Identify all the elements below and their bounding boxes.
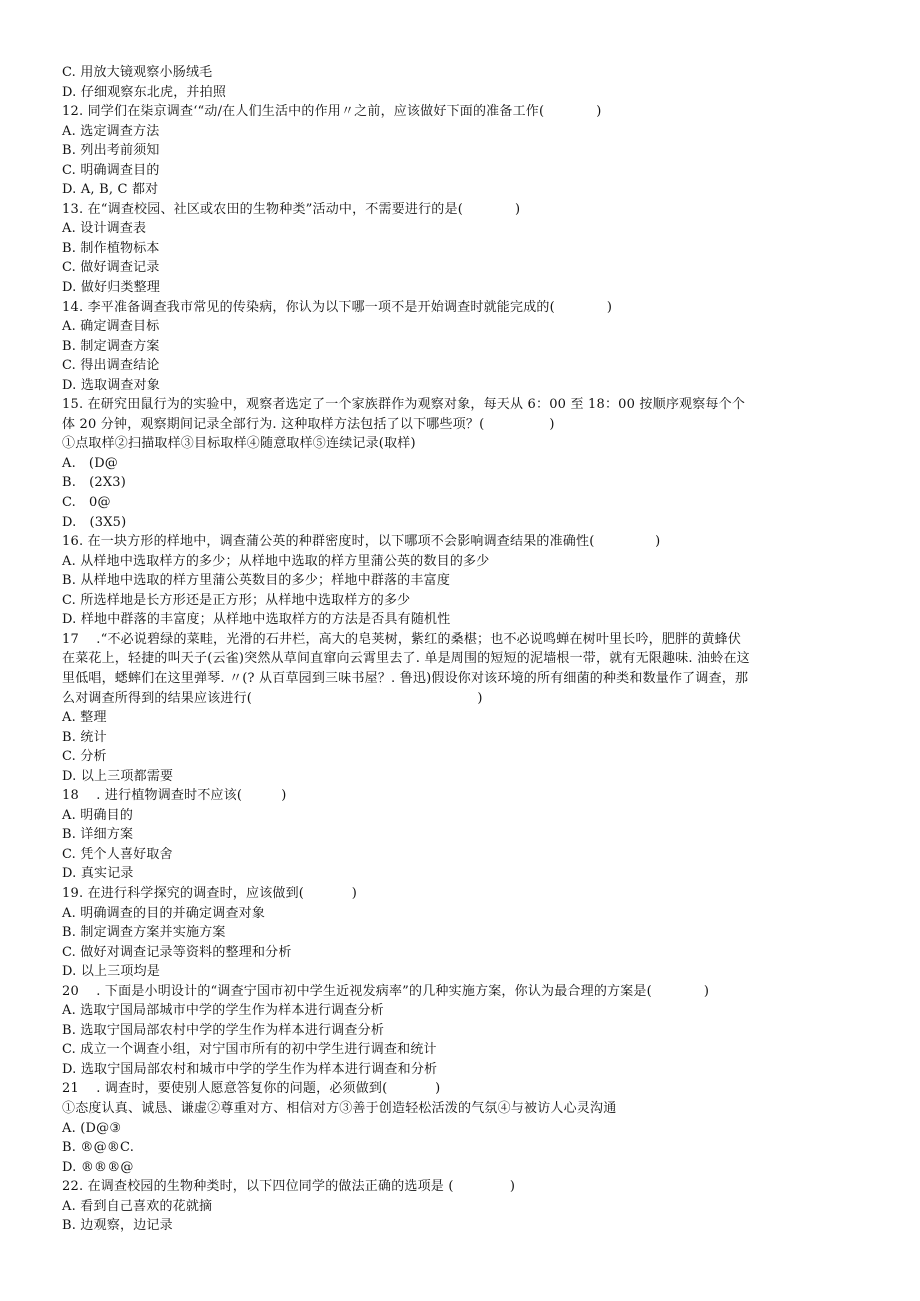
answer-option: B. 选取宁国局部农村中学的学生作为样本进行调查分析 xyxy=(62,1022,385,1038)
question-text-line: 体 20 分钟，观察期间记录全部行为. 这种取样方法包括了以下哪些项？( ) xyxy=(62,416,555,432)
question-text-line: 在菜花上，轻捷的叫天子(云雀)突然从草间直窜向云霄里去了. 单是周围的短短的泥墙根一带，就有无限趣味. 油蛉在这 xyxy=(62,651,750,667)
answer-option: B. ®@®C. xyxy=(62,1140,135,1156)
answer-option: D. (3X5) xyxy=(62,514,127,530)
answer-option: A. (D@ xyxy=(62,455,119,471)
answer-option: C. 做好对调查记录等资料的整理和分析 xyxy=(62,944,292,960)
answer-option: D. 以上三项都需要 xyxy=(62,768,174,784)
question-text-line: 13. 在“调查校园、社区或农田的生物种类”活动中，不需要进行的是( ) xyxy=(62,201,521,217)
question-text-line: 12. 同学们在柒京调查‘“动/在人们生活中的作用〃之前，应该做好下面的准备工作( ) xyxy=(62,104,602,120)
answer-option: B. 边观察，边记录 xyxy=(62,1218,173,1234)
answer-option: B. 制定调查方案并实施方案 xyxy=(62,925,226,941)
question-text-line: 20 . 下面是小明设计的“调查宁国市初中学生近视发病率”的几种实施方案，你认为最合理的方案是( ) xyxy=(62,983,710,999)
answer-option: D. 样地中群落的丰富度；从样地中选取样方的方法是否具有随机性 xyxy=(62,612,451,628)
question-text-line: 19. 在进行科学探究的调查时，应该做到( ) xyxy=(62,885,358,901)
answer-option: B. 统计 xyxy=(62,729,107,745)
answer-option: C. 分析 xyxy=(62,749,107,765)
answer-option: C. 凭个人喜好取舍 xyxy=(62,846,173,862)
answer-option: D. 做好归类整理 xyxy=(62,280,161,296)
question-text-line: ①点取样②扫描取样③目标取样④随意取样⑤连续记录(取样) xyxy=(62,436,416,452)
answer-option: C. 所选样地是长方形还是正方形；从样地中选取样方的多少 xyxy=(62,592,411,608)
answer-option: C. 明确调查目的 xyxy=(62,162,160,178)
answer-option: B. 详细方案 xyxy=(62,827,134,843)
answer-option: A. 选定调查方法 xyxy=(62,123,160,139)
answer-option: A. 从样地中选取样方的多少；从样地中选取的样方里蒲公英的数目的多少 xyxy=(62,553,490,569)
question-text-line: 15. 在研究田鼠行为的实验中，观察者选定了一个家族群作为观察对象，每天从 6：00 至 18：00 按顺序观察每个个 xyxy=(62,397,746,413)
answer-option: A. 明确目的 xyxy=(62,807,134,823)
answer-option: D. 真实记录 xyxy=(62,866,134,882)
answer-option: C. 0@ xyxy=(62,495,111,511)
question-text-line: 么对调查所得到的结果应该进行( ) xyxy=(62,690,483,706)
question-text-line: 14. 李平准备调查我市常见的传染病，你认为以下哪一项不是开始调查时就能完成的( ) xyxy=(62,299,613,315)
answer-option: D. 选取宁国局部农村和城市中学的学生作为样本进行调查和分析 xyxy=(62,1061,438,1077)
answer-option: D. A, B, C 都对 xyxy=(62,182,159,198)
question-text-line: 17 .“不必说碧绿的菜畦，光滑的石井栏，高大的皂荚树，紫红的桑椹；也不必说鸣蝉在树叶里长吟，肥胖的黄蜂伏 xyxy=(62,631,742,647)
answer-option: A. 选取宁国局部城市中学的学生作为样本进行调查分析 xyxy=(62,1003,384,1019)
question-text-line: 21 . 调查时，要使别人愿意答复你的问题，必须做到( ) xyxy=(62,1081,441,1097)
answer-option: B. 从样地中选取的样方里蒲公英数目的多少；样地中群落的丰富度 xyxy=(62,573,451,589)
answer-option: C. 得出调查结论 xyxy=(62,358,160,374)
answer-option: D. 仔细观察东北虎，并拍照 xyxy=(62,84,227,100)
question-text-line: 22. 在调查校园的生物种类时，以下四位同学的做法正确的选项是 ( ) xyxy=(62,1179,516,1195)
answer-option: A. 确定调查目标 xyxy=(62,319,160,335)
answer-option: C. 做好调查记录 xyxy=(62,260,160,276)
answer-option: A. 设计调查表 xyxy=(62,221,147,237)
answer-option: D. 选取调查对象 xyxy=(62,377,161,393)
answer-option: A. 整理 xyxy=(62,710,107,726)
answer-option: A. 明确调查的目的并确定调查对象 xyxy=(62,905,266,921)
answer-option: C. 成立一个调查小组，对宁国市所有的初中学生进行调查和统计 xyxy=(62,1042,437,1058)
answer-option: A. (D@③ xyxy=(62,1120,122,1136)
answer-option: C. 用放大镜观察小肠绒毛 xyxy=(62,65,213,80)
question-text-line: ①态度认真、诚恳、谦虚②尊重对方、相信对方③善于创造轻松活泼的气氛④与被访人心灵沟通 xyxy=(62,1100,617,1116)
answer-option: B. (2X3) xyxy=(62,475,127,491)
answer-option: B. 制作植物标本 xyxy=(62,240,160,256)
answer-option: D. 以上三项均是 xyxy=(62,964,161,980)
question-text-line: 里低唱，蟋蟀们在这里弹琴. 〃(? 从百草园到三味书屋？. 鲁迅)假设你对该环境的所有细菌的种类和数量作了调查，那 xyxy=(62,670,749,686)
answer-option: B. 制定调查方案 xyxy=(62,338,160,354)
question-text-line: 18 . 进行植物调查时不应该( ) xyxy=(62,788,287,804)
answer-option: D. ®®®@ xyxy=(62,1159,134,1175)
answer-option: A. 看到自己喜欢的花就摘 xyxy=(62,1198,213,1214)
question-text-line: 16. 在一块方形的样地中，调查蒲公英的种群密度时，以下哪项不会影响调查结果的准确性( ) xyxy=(62,534,661,550)
answer-option: B. 列出考前须知 xyxy=(62,143,160,159)
question-list xyxy=(62,63,862,1236)
